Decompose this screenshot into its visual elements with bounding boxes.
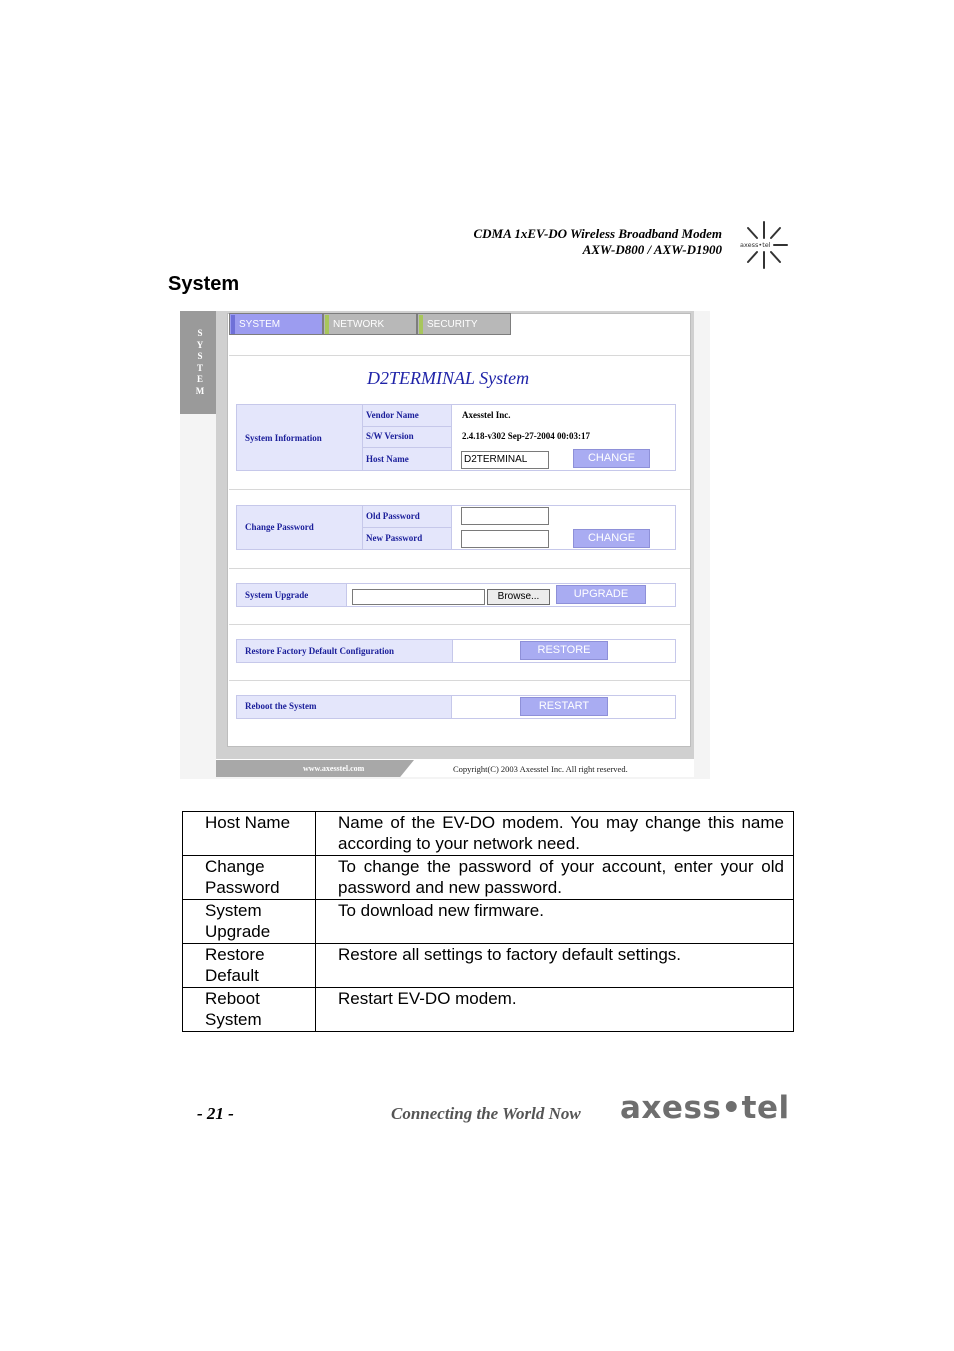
system-upgrade-label: System Upgrade — [245, 590, 309, 600]
divider — [229, 680, 690, 681]
description-cell: Restore all settings to factory default settings. — [316, 944, 794, 988]
description-table — [182, 811, 794, 1032]
restore-button[interactable]: RESTORE — [520, 641, 608, 660]
new-password-label: New Password — [366, 533, 423, 543]
tab-security[interactable]: SECURITY — [417, 313, 511, 335]
old-password-label: Old Password — [366, 511, 420, 521]
sw-version-label: S/W Version — [366, 431, 414, 441]
term-cell: Reboot System — [183, 988, 316, 1032]
divider — [229, 624, 690, 625]
description-cell: To change the password of your account, enter your old password and new password. — [316, 856, 794, 900]
host-name-input[interactable]: D2TERMINAL — [461, 451, 549, 469]
restore-label: Restore Factory Default Configuration — [245, 646, 395, 656]
table-row — [183, 988, 794, 1032]
divider — [229, 568, 690, 569]
vendor-name-label: Vendor Name — [366, 410, 419, 420]
description-cell: Restart EV-DO modem. — [316, 988, 794, 1032]
new-password-input[interactable] — [461, 530, 549, 548]
page-title: D2TERMINAL System — [367, 368, 530, 388]
header-product-line: CDMA 1xEV-DO Wireless Broadband Modem — [473, 226, 722, 241]
browse-button[interactable]: Browse... — [487, 589, 550, 605]
system-information-label: System Information — [245, 433, 322, 443]
starburst-icon — [740, 220, 788, 270]
section-title: System — [168, 273, 240, 295]
divider — [229, 489, 690, 490]
vendor-name-value: Axesstel Inc. — [462, 410, 511, 420]
sw-version-value: 2.4.18-v302 Sep-27-2004 00:03:17 — [462, 431, 590, 441]
restart-button[interactable]: RESTART — [520, 697, 608, 716]
table-row — [183, 812, 794, 856]
password-change-button[interactable]: CHANGE — [573, 529, 650, 548]
old-password-input[interactable] — [461, 507, 549, 525]
table-row — [183, 856, 794, 900]
host-name-change-button[interactable]: CHANGE — [573, 449, 650, 468]
term-cell: System Upgrade — [183, 900, 316, 944]
term-cell: Change Password — [183, 856, 316, 900]
logo-text: axess•tel — [740, 241, 771, 249]
table-row — [183, 944, 794, 988]
upgrade-file-input[interactable] — [352, 589, 485, 605]
footer-tagline: Connecting the World Now — [391, 1104, 581, 1123]
description-cell: To download new firmware. — [316, 900, 794, 944]
term-cell: Host Name — [183, 812, 316, 856]
host-name-label: Host Name — [366, 454, 409, 464]
upgrade-button[interactable]: UPGRADE — [556, 585, 646, 604]
term-cell: Restore Default — [183, 944, 316, 988]
divider — [229, 355, 690, 356]
table-row — [183, 900, 794, 944]
page-number: - 21 - — [197, 1104, 234, 1123]
tab-system[interactable]: SYSTEM — [229, 313, 323, 335]
reboot-label: Reboot the System — [245, 701, 317, 711]
tab-network[interactable]: NETWORK — [323, 313, 417, 335]
brand-logo: axess•tel — [620, 1090, 790, 1126]
side-menu-label: S Y S T E M — [195, 328, 205, 396]
header-model-line: AXW-D800 / AXW-D1900 — [582, 242, 722, 257]
footer-url-link[interactable]: www.axesstel.com — [303, 764, 365, 773]
description-cell: Name of the EV-DO modem. You may change this name according to your network need. — [316, 812, 794, 856]
change-password-label: Change Password — [245, 522, 314, 532]
footer-copyright: Copyright(C) 2003 Axesstel Inc. All right reserved. — [453, 764, 628, 774]
